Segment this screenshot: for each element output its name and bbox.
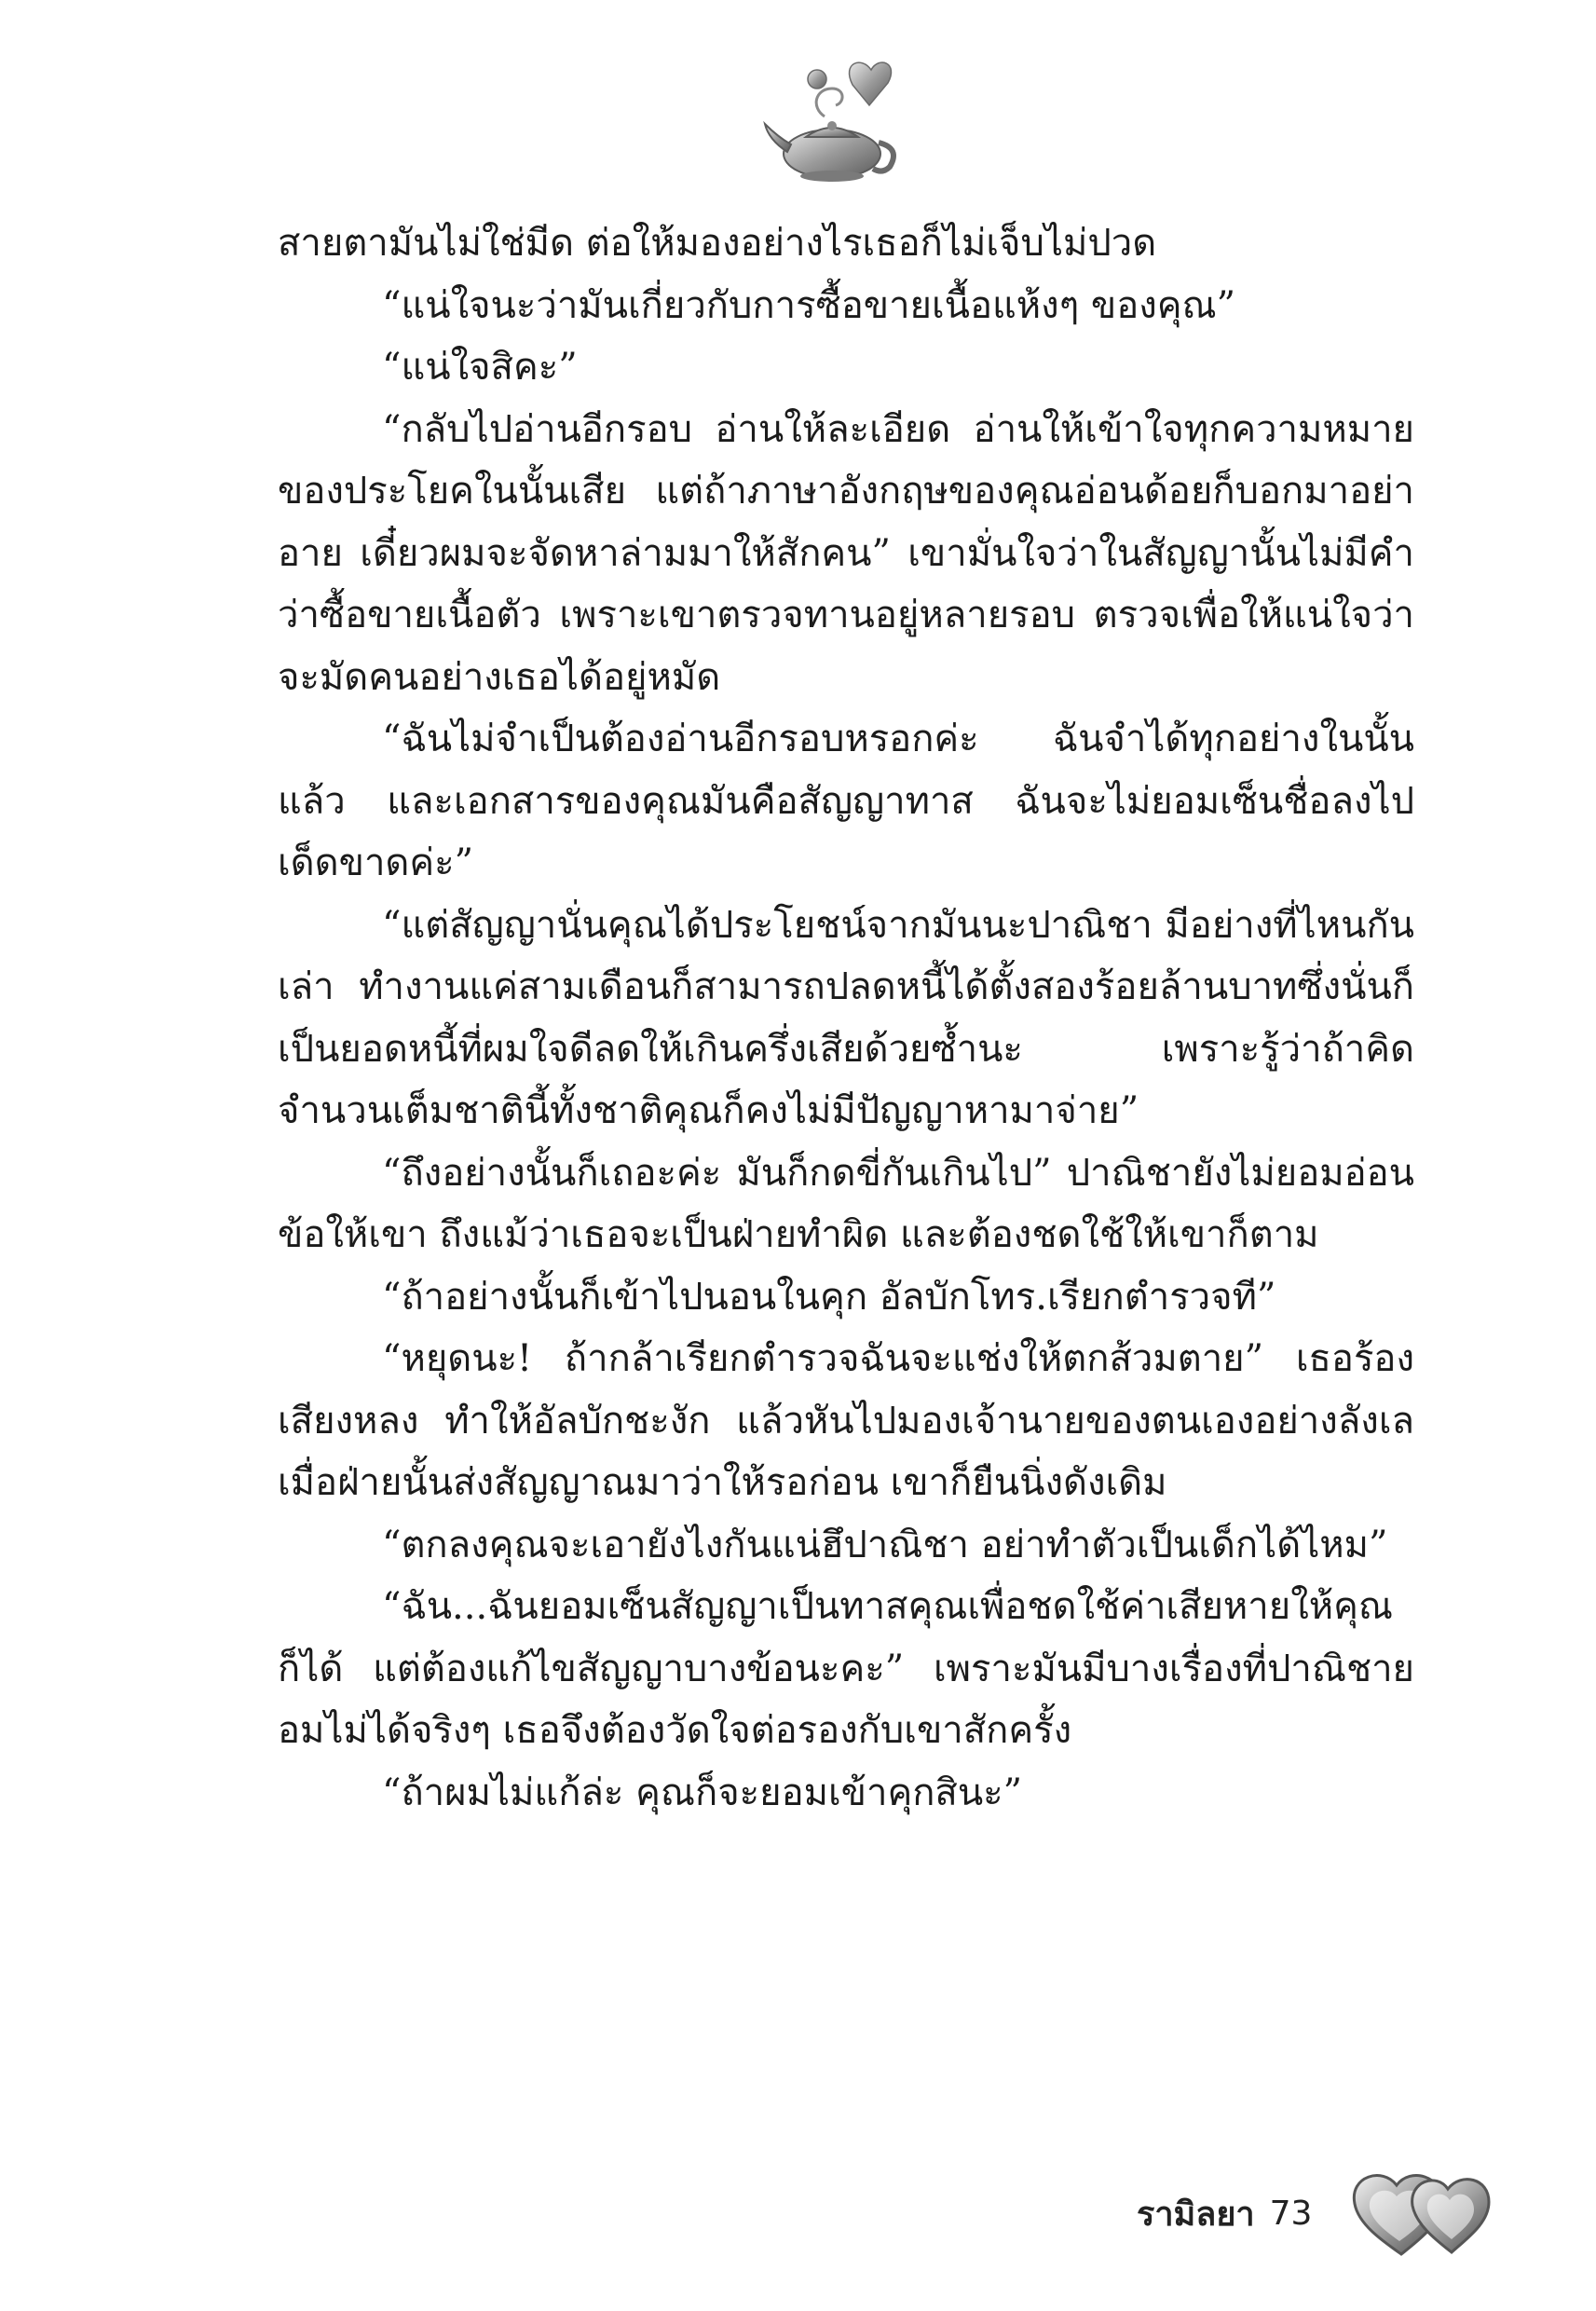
paragraph-7: “ถึงอย่างนั้นก็เถอะค่ะ มันก็กดขี่กันเกินไป” ปาณิชายังไม่ยอมอ่อนข้อให้เขา ถึงแม้ว่าเธอจะเป็นฝ่ายทำผิด และต้องชดใช้ให้เขาก็ตาม [278,1151,1414,1256]
body-text [278,212,1414,1824]
paragraph-12: “ถ้าผมไม่แก้ล่ะ คุณก็จะยอมเข้าคุกสินะ” [382,1771,1023,1814]
paragraph-6: “แต่สัญญานั่นคุณได้ประโยชน์จากมันนะปาณิชา มีอย่างที่ไหนกันเล่า ทำงานแค่สามเดือนก็สามารถปลดหนี้ได้ตั้งสองร้อยล้านบาทซึ่งนั่นก็เป็นยอดหนี้ที่ผมใจดีลดให้เกินครึ่งเสียด้วยซ้ำนะ เพราะรู้ว่าถ้าคิดจำนวนเต็มชาตินี้ทั้งชาติคุณก็คงไม่มีปัญญาหามาจ่าย” [278,903,1414,1132]
paragraph-3: “แน่ใจสิคะ” [382,346,578,389]
paragraph-11: “ฉัน...ฉันยอมเซ็นสัญญาเป็นทาสคุณเพื่อชดใช้ค่าเสียหายให้คุณก็ได้ แต่ต้องแก้ไขสัญญาบางข้อนะคะ” เพราะมันมีบางเรื่องที่ปาณิชายอมไม่ได้จริงๆ เธอจึงต้องวัดใจต่อรองกับเขาสักครั้ง [278,1585,1414,1752]
paragraph-1: สายตามันไม่ใช่มีด ต่อให้มองอย่างไรเธอก็ไม่เจ็บไม่ปวด [278,222,1157,265]
paragraph-9: “หยุดนะ! ถ้ากล้าเรียกตำรวจฉันจะแช่งให้ตกส้วมตาย” เธอร้องเสียงหลง ทำให้อัลบักชะงัก แล้วหันไปมองเจ้านายของตนเองอย่างลังเลเมื่อฝ่ายนั้นส่งสัญญาณมาว่าให้รอก่อน เขาก็ยืนนิ่งดังเดิม [278,1337,1414,1504]
book-title: รามิลยา [1137,2195,1255,2234]
double-heart-ornament-icon [1345,2167,1494,2260]
paragraph-2: “แน่ใจนะว่ามันเกี่ยวกับการซื้อขายเนื้อแห้งๆ ของคุณ” [382,283,1236,327]
paragraph-4: “กลับไปอ่านอีกรอบ อ่านให้ละเอียด อ่านให้เข้าใจทุกความหมายของประโยคในนั้นเสีย แต่ถ้าภาษาอังกฤษของคุณอ่อนด้อยก็บอกมาอย่าอาย เดี๋ยวผมจะจัดหาล่ามมาให้สักคน” เขามั่นใจว่าในสัญญานั้นไม่มีคำว่าซื้อขายเนื้อตัว เพราะเขาตรวจทานอยู่หลายรอบ ตรวจเพื่อให้แน่ใจว่าจะมัดคนอย่างเธอได้อยู่หมัด [278,407,1414,699]
page-footer [1137,2162,1494,2264]
page-number: 73 [1269,2194,1313,2233]
paragraph-5: “ฉันไม่จำเป็นต้องอ่านอีกรอบหรอกค่ะ ฉันจำได้ทุกอย่างในนั้นแล้ว และเอกสารของคุณมันคือสัญญาทาส ฉันจะไม่ยอมเซ็นชื่อลงไปเด็ดขาดค่ะ” [278,718,1414,884]
paragraph-8: “ถ้าอย่างนั้นก็เข้าไปนอนในคุก อัลบักโทร.เรียกตำรวจที” [382,1275,1276,1319]
teapot-heart-ornament-icon [759,51,908,191]
paragraph-10: “ตกลงคุณจะเอายังไงกันแน่ฮึปาณิชา อย่าทำตัวเป็นเด็กได้ไหม” [382,1523,1388,1566]
